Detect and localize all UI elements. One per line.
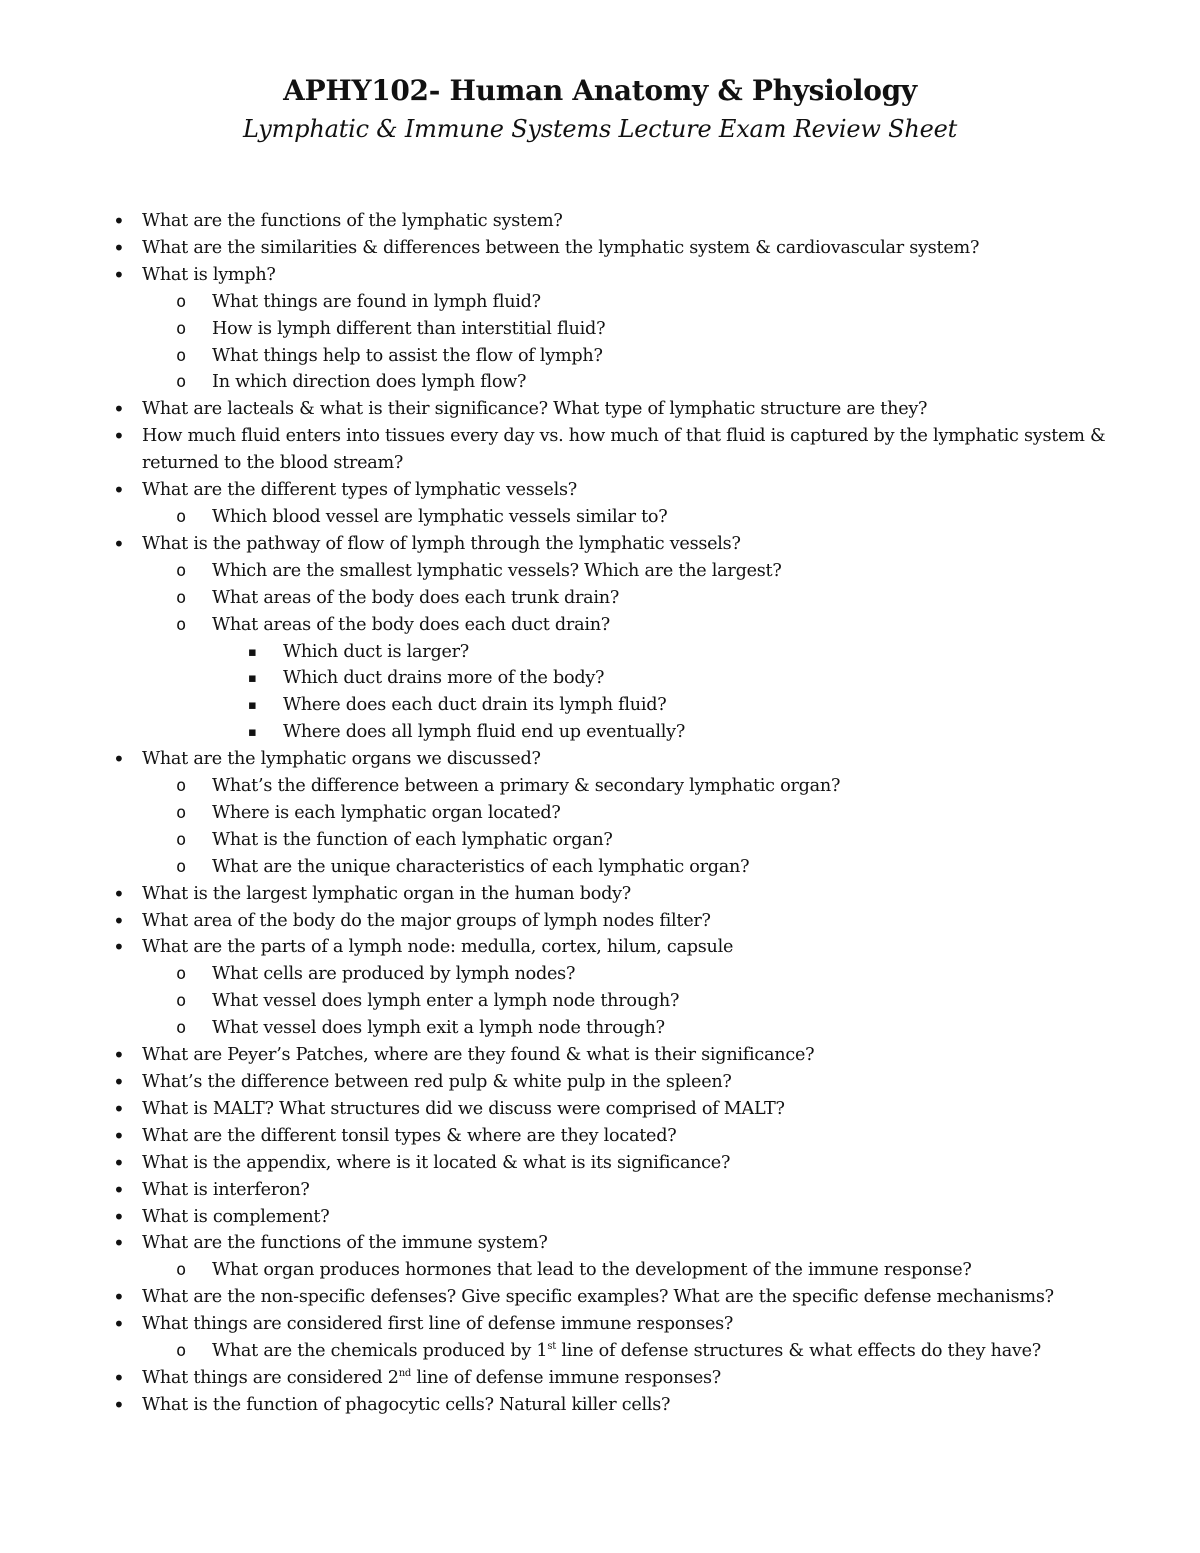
bullet-marker-icon: o: [176, 1341, 186, 1362]
question-text: What is complement?: [142, 1206, 330, 1227]
question-item-level-1: [0, 1365, 1200, 1392]
question-text: Which are the smallest lymphatic vessels? Which are the largest?: [212, 560, 782, 581]
bullet-marker-icon: o: [176, 829, 186, 850]
question-text: What are the parts of a lymph node: medulla, cortex, hilum, capsule: [142, 937, 734, 958]
bullet-marker-icon: •: [113, 235, 125, 260]
question-item-level-2: [0, 612, 1200, 639]
question-text: Where does all lymph fluid end up eventually?: [283, 722, 685, 743]
question-item-level-2: [0, 585, 1200, 612]
question-item-level-1: [0, 908, 1200, 935]
question-item-level-1: [0, 423, 1200, 477]
question-text: What’s the difference between red pulp & white pulp in the spleen?: [142, 1072, 732, 1092]
bullet-marker-icon: o: [176, 964, 186, 985]
question-text: Which duct is larger?: [283, 641, 469, 662]
question-item-level-2: [0, 988, 1200, 1015]
question-item-level-1: [0, 746, 1200, 773]
bullet-marker-icon: o: [176, 1260, 186, 1281]
bullet-marker-icon: •: [113, 1043, 125, 1068]
question-text: What is interferon?: [142, 1179, 310, 1200]
question-text: What is the largest lymphatic organ in the human body?: [142, 883, 631, 904]
bullet-marker-icon: ▪: [248, 698, 257, 714]
bullet-marker-icon: o: [176, 587, 186, 608]
question-text: What things are considered first line of defense immune responses?: [142, 1314, 734, 1335]
question-item-level-1: [0, 208, 1200, 235]
question-text: How much fluid enters into tissues every day vs. how much of that fluid is captured by the lymphatic system & returned to the blood stream?: [142, 426, 1106, 474]
question-text: What is lymph?: [142, 264, 276, 285]
bullet-marker-icon: o: [176, 318, 186, 339]
bullet-marker-icon: •: [113, 209, 125, 233]
bullet-marker-icon: •: [113, 1231, 125, 1256]
question-text: What cells are produced by lymph nodes?: [212, 964, 576, 985]
question-text: What things are found in lymph fluid?: [212, 291, 541, 312]
bullet-marker-icon: •: [113, 1392, 125, 1417]
bullet-marker-icon: o: [176, 372, 186, 393]
bullet-marker-icon: •: [113, 747, 125, 772]
question-text: How is lymph different than interstitial fluid?: [212, 318, 606, 339]
question-text: What is the function of each lymphatic organ?: [212, 829, 613, 850]
bullet-marker-icon: •: [113, 478, 125, 503]
bullet-marker-icon: ▪: [248, 644, 257, 660]
question-item-level-1: [0, 1069, 1200, 1096]
question-text: What are Peyer’s Patches, where are they found & what is their significance?: [142, 1045, 815, 1066]
question-text: What is the appendix, where is it located & what is its significance?: [142, 1152, 731, 1173]
question-item-level-2: [0, 289, 1200, 316]
document-subtitle: Lymphatic & Immune Systems Lecture Exam Review Sheet: [242, 115, 958, 143]
question-item-level-2: [0, 1015, 1200, 1042]
question-item-level-1: [0, 531, 1200, 558]
question-text: What are the chemicals produced by 1st line of defense structures & what effects do they have?: [212, 1341, 1041, 1362]
bullet-marker-icon: •: [113, 1365, 125, 1390]
question-item-level-1: [0, 1096, 1200, 1123]
question-text: Which blood vessel are lymphatic vessels similar to?: [212, 506, 668, 527]
bullet-marker-icon: •: [113, 908, 125, 933]
question-text: What organ produces hormones that lead to the development of the immune response?: [212, 1260, 972, 1281]
question-text: What areas of the body does each duct drain?: [212, 614, 610, 635]
bullet-marker-icon: •: [113, 262, 125, 287]
bullet-marker-icon: ▪: [248, 671, 257, 687]
question-item-level-1: [0, 1177, 1200, 1204]
question-text: Where does each duct drain its lymph fluid?: [283, 695, 667, 716]
question-text: What vessel does lymph enter a lymph node through?: [212, 991, 680, 1012]
bullet-marker-icon: •: [113, 1204, 125, 1229]
ordinal-suffix: st: [547, 1341, 556, 1353]
question-text: What’s the difference between a primary & secondary lymphatic organ?: [212, 776, 841, 797]
question-item-level-1: [0, 1392, 1200, 1419]
bullet-marker-icon: o: [176, 506, 186, 527]
bullet-marker-icon: •: [113, 1285, 125, 1310]
question-text: What are the different types of lymphatic vessels?: [142, 480, 577, 501]
bullet-marker-icon: o: [176, 560, 186, 581]
review-question-list: [0, 208, 1200, 1419]
question-text: What is MALT? What structures did we discuss were comprised of MALT?: [142, 1098, 785, 1119]
question-item-level-1: [0, 1230, 1200, 1257]
question-text: What are the non-specific defenses? Give specific examples? What are the specific defense mechanisms?: [142, 1287, 1054, 1308]
question-item-level-2: [0, 369, 1200, 396]
bullet-marker-icon: o: [176, 614, 186, 635]
question-item-level-3: [0, 665, 1200, 692]
question-item-level-1: [0, 934, 1200, 961]
question-text: What areas of the body does each trunk drain?: [212, 587, 620, 608]
bullet-marker-icon: •: [113, 881, 125, 906]
question-item-level-2: [0, 343, 1200, 370]
question-text: What are the functions of the immune system?: [142, 1233, 548, 1254]
bullet-marker-icon: o: [176, 1018, 186, 1039]
question-item-level-1: [0, 1123, 1200, 1150]
bullet-marker-icon: o: [176, 776, 186, 797]
bullet-marker-icon: •: [113, 424, 125, 449]
question-text: What is the function of phagocytic cells? Natural killer cells?: [142, 1394, 671, 1415]
document-title: APHY102- Human Anatomy & Physiology: [283, 74, 917, 107]
question-item-level-2: [0, 316, 1200, 343]
question-item-level-1: [0, 881, 1200, 908]
bullet-marker-icon: •: [113, 397, 125, 422]
bullet-marker-icon: •: [113, 1096, 125, 1121]
bullet-marker-icon: o: [176, 291, 186, 312]
question-item-level-2: [0, 773, 1200, 800]
question-item-level-1: [0, 396, 1200, 423]
ordinal-suffix: nd: [398, 1368, 412, 1380]
question-text: Where is each lymphatic organ located?: [212, 802, 561, 823]
question-item-level-1: [0, 1150, 1200, 1177]
question-item-level-1: [0, 477, 1200, 504]
question-item-level-1: [0, 1284, 1200, 1311]
question-item-level-3: [0, 639, 1200, 666]
question-text: What things help to assist the flow of lymph?: [212, 345, 603, 366]
question-text: What are the similarities & differences between the lymphatic system & cardiovascular system?: [142, 237, 980, 258]
question-text: What are the lymphatic organs we discussed?: [142, 749, 541, 770]
question-text: What things are considered 2nd line of defense immune responses?: [142, 1367, 721, 1388]
bullet-marker-icon: o: [176, 856, 186, 877]
question-text: What are the functions of the lymphatic system?: [142, 211, 563, 231]
question-item-level-2: [0, 827, 1200, 854]
question-item-level-2: [0, 1338, 1200, 1365]
bullet-marker-icon: ▪: [248, 725, 257, 741]
question-text: What is the pathway of flow of lymph through the lymphatic vessels?: [142, 533, 741, 554]
question-text: What vessel does lymph exit a lymph node through?: [212, 1018, 665, 1039]
question-text: What area of the body do the major groups of lymph nodes filter?: [142, 910, 711, 931]
bullet-marker-icon: •: [113, 1312, 125, 1337]
bullet-marker-icon: •: [113, 1177, 125, 1202]
question-text: In which direction does lymph flow?: [212, 372, 527, 393]
question-text: What are the different tonsil types & where are they located?: [142, 1125, 677, 1146]
bullet-marker-icon: •: [113, 935, 125, 960]
question-item-level-2: [0, 504, 1200, 531]
question-text: What are the unique characteristics of each lymphatic organ?: [212, 856, 750, 877]
question-item-level-1: [0, 235, 1200, 262]
bullet-marker-icon: o: [176, 345, 186, 366]
bullet-marker-icon: •: [113, 1150, 125, 1175]
question-item-level-1: [0, 262, 1200, 289]
question-item-level-2: [0, 1257, 1200, 1284]
bullet-marker-icon: •: [113, 1123, 125, 1148]
question-item-level-1: [0, 1042, 1200, 1069]
question-item-level-2: [0, 961, 1200, 988]
question-item-level-1: [0, 1204, 1200, 1231]
question-item-level-2: [0, 854, 1200, 881]
bullet-marker-icon: o: [176, 991, 186, 1012]
question-text: Which duct drains more of the body?: [283, 668, 605, 689]
question-item-level-3: [0, 719, 1200, 746]
bullet-marker-icon: •: [113, 1070, 125, 1094]
bullet-marker-icon: o: [176, 802, 186, 823]
question-item-level-2: [0, 800, 1200, 827]
question-item-level-2: [0, 558, 1200, 585]
bullet-marker-icon: •: [113, 531, 125, 556]
question-text: What are lacteals & what is their significance? What type of lymphatic structure are they?: [142, 399, 928, 420]
question-item-level-1: [0, 1311, 1200, 1338]
question-item-level-3: [0, 692, 1200, 719]
